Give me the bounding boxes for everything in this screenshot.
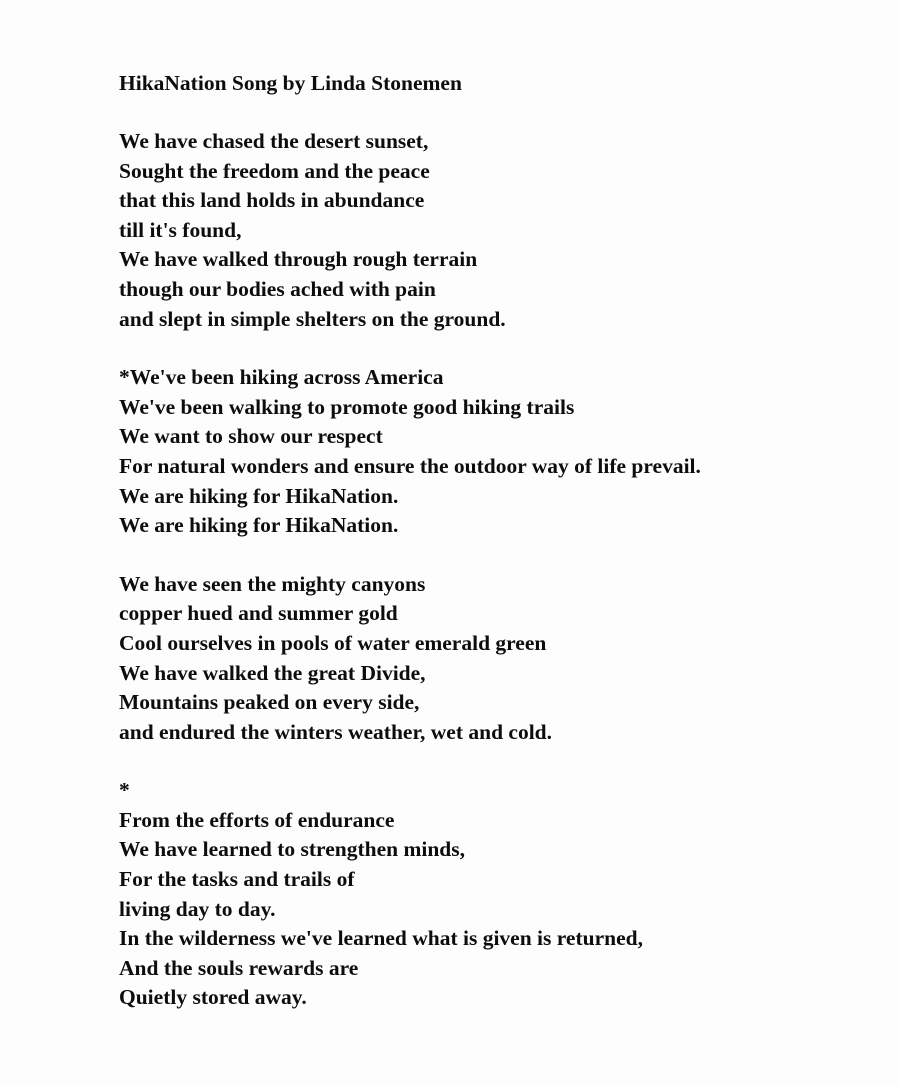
chorus-line: We want to show our respect: [119, 424, 383, 449]
song-text: [119, 68, 879, 1013]
stanza-gap: [119, 747, 879, 776]
chorus-line: For natural wonders and ensure the outdoor way of life prevail.: [119, 453, 701, 478]
verse-line: Mountains peaked on every side,: [119, 690, 420, 715]
verse-line: We have walked through rough terrain: [119, 247, 478, 272]
chorus-line: We've been walking to promote good hiking trails: [119, 394, 575, 419]
verse-line: For the tasks and trails of: [119, 867, 355, 892]
stanza-gap: [119, 98, 879, 127]
chorus-line: We are hiking for HikaNation.: [119, 483, 399, 508]
chorus-line: We are hiking for HikaNation.: [119, 513, 399, 538]
verse-line: In the wilderness we've learned what is given is returned,: [119, 926, 643, 951]
verse-line: that this land holds in abundance: [119, 188, 425, 213]
verse-line: Quietly stored away.: [119, 985, 307, 1010]
verse-line: We have chased the desert sunset,: [119, 129, 429, 153]
verse-line: living day to day.: [119, 896, 276, 921]
verse-line: We have learned to strengthen minds,: [119, 837, 465, 862]
verse-line: though our bodies ached with pain: [119, 276, 436, 301]
verse-line: Cool ourselves in pools of water emerald green: [119, 630, 547, 655]
stanza-gap: [119, 334, 879, 363]
verse-line: Sought the freedom and the peace: [119, 158, 430, 183]
verse-line: From the efforts of endurance: [119, 807, 395, 832]
verse-line: and endured the winters weather, wet and cold.: [119, 719, 553, 744]
verse-line: And the souls rewards are: [119, 955, 359, 980]
song-title: HikaNation Song by Linda Stonemen: [119, 71, 462, 95]
verse-line: We have seen the mighty canyons: [119, 571, 426, 596]
chorus-marker: *: [119, 778, 130, 803]
verse-line: copper hued and summer gold: [119, 601, 398, 626]
stanza-2-chorus: [119, 363, 879, 541]
stanza-4: [119, 776, 879, 1013]
chorus-line: *We've been hiking across America: [119, 365, 444, 390]
verse-line: and slept in simple shelters on the ground.: [119, 306, 506, 331]
verse-line: We have walked the great Divide,: [119, 660, 426, 685]
verse-line: till it's found,: [119, 217, 242, 242]
stanza-3: [119, 570, 879, 748]
stanza-gap: [119, 541, 879, 570]
stanza-1: [119, 127, 879, 334]
